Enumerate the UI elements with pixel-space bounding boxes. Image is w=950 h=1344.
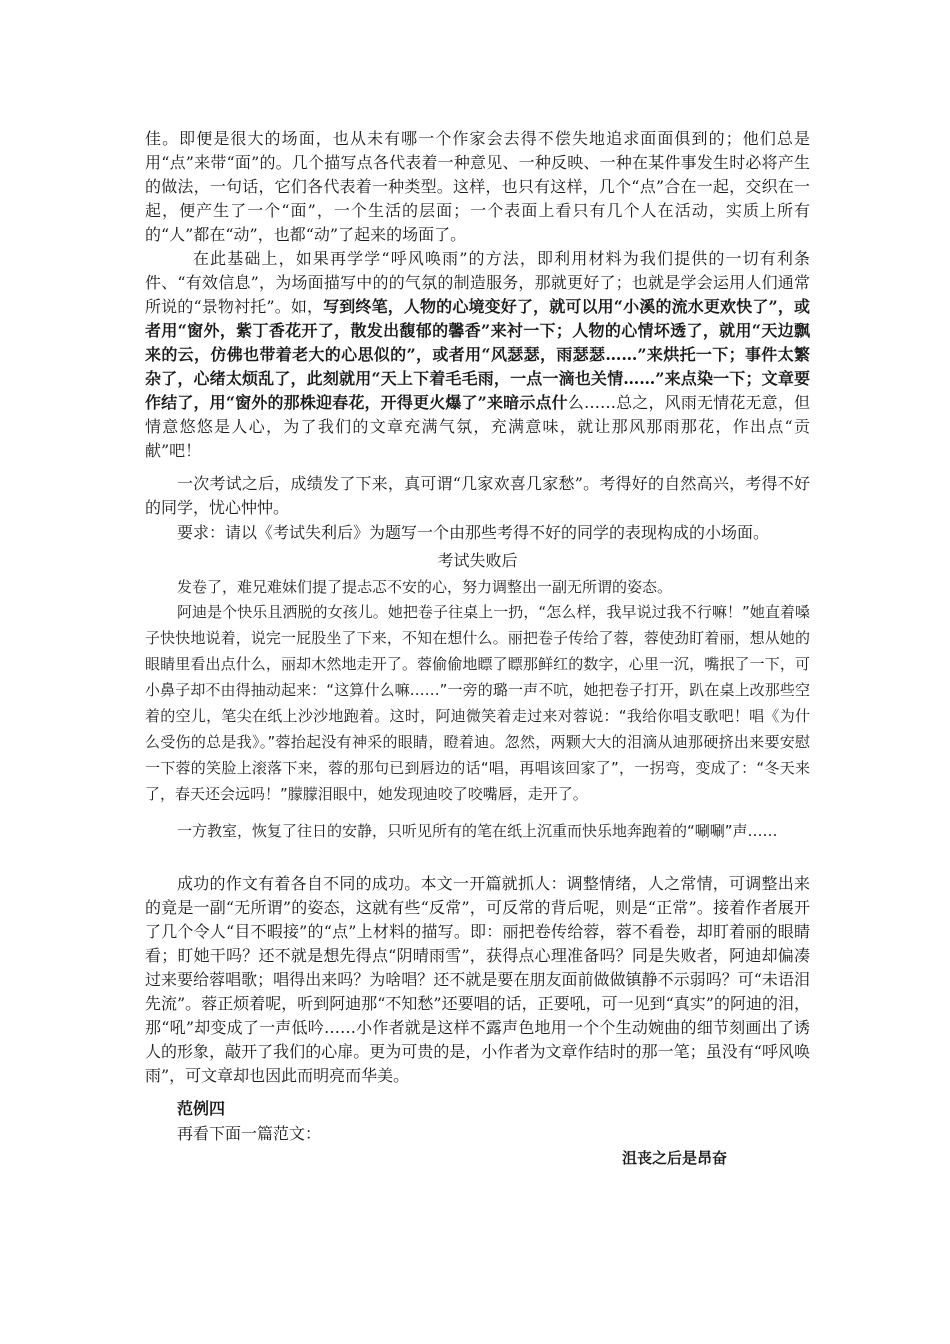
paragraph-requirement: 要求：请以《考试失利后》为题写一个由那些考得不好的同学的表现构成的小场面。	[177, 523, 770, 542]
essay-paragraph-1: 发卷了，难兄难妹们提了提忐忑不安的心，努力调整出一副无所谓的姿态。	[177, 578, 673, 596]
paragraph-exam-intro: 一次考试之后，成绩发了下来，真可谓“几家欢喜几家愁”。考得好的自然高兴，考得不好的同学，忧心忡忡。	[145, 474, 810, 517]
essay-paragraph-2: 阿迪是个快乐且洒脱的女孩儿。她把卷子往桌上一扔，“怎么样，我早说过我不行嘛！”她直着嗓子快快地说着，说完一屁股坐了下来，不知在想什么。丽把卷子传给了蓉，蓉使劲盯着丽，想从她的眼睛里看出点什么，丽却木然地走开了。蓉偷偷地瞟了瞟那鲜红的数字，心里一沉，嘴抿了一下，可小鼻子却不由得抽动起来：“这算什么嘛……”一旁的璐一声不吭，她把卷子打开，趴在桌上改那些空着的空儿，笔尖在纸上沙沙地跑着。这时，阿迪微笑着走过来对蓉说：“我给你唱支歌吧！唱《为什么受伤的总是我》。”蓉抬起没有神采的眼睛，瞪着迪。忽然，两颗大大的泪滴从迪那硬挤出来要安慰一下蓉的笑脸上滚落下来，蓉的那句已到唇边的话“唱，再唱该回家了”，一拐弯，变成了：“冬天来了，春天还会远吗！”朦朦泪眼中，她发现迪咬了咬嘴唇，走开了。	[145, 603, 810, 803]
paragraph-weather-technique	[145, 247, 810, 463]
essay-paragraph-3: 一方教室，恢复了往日的安静，只听见所有的笔在纸上沉重而快乐地奔跑着的“唰唰”声……	[177, 822, 778, 840]
paragraph-weather-post: 么……总之，风雨无情花无意，但情意悠悠是人心，为了我们的文章充满气氛，充满意味，就让那风那雨那花，作出点“贡献”吧！	[145, 393, 810, 460]
example-label: 范例四	[177, 1099, 226, 1118]
paragraph-next-example: 再看下面一篇范文：	[177, 1124, 322, 1143]
essay-title: 考试失败后	[437, 551, 518, 570]
next-essay-title: 沮丧之后是昂奋	[622, 1149, 728, 1167]
paragraph-scene-technique: 佳。即便是很大的场面，也从未有哪一个作家会去得不偿失地追求面面俱到的；他们总是用“点”来带“面”的。几个描写点各代表着一种意见、一种反映、一种在某件事发生时必将产生的做法，一句话，它们各代表着一种类型。这样，也只有这样，几个“点”合在一起，交织在一起，便产生了一个“面”，一个生活的层面；一个表面上看只有几个人在活动，实质上所有的“人”都在“动”，也都“动”了起来的场面了。	[145, 129, 810, 244]
paragraph-weather-bold: 写到终笔，人物的心境变好了，就可以用“小溪的流水更欢快了”，或者用“窗外，紫丁香花开了，散发出馥郁的馨香”来衬一下；人物的心情坏透了，就用“天边飘来的云，仿佛也带着老大的心思似的”，或者用“风瑟瑟，雨瑟瑟……”来烘托一下；事件太繁杂了，心绪太烦乱了，此刻就用“天上下着毛毛雨，一点一滴也关情……”来点染一下；文章要作结了，用“窗外的那株迎春花，开得更火爆了”来暗示点什	[145, 297, 810, 412]
paragraph-weather-pre: 在此基础上，如果再学学“呼风唤雨”的方法，即利用材料为我们提供的一切有利条件、“有效信息”，为场面描写中的的气氛的制造服务，那就更好了；也就是学会运用人们通常所说的“景物衬托”。如，	[145, 249, 810, 316]
paragraph-commentary: 成功的作文有着各自不同的成功。本文一开篇就抓人：调整情绪，人之常情，可调整出来的竟是一副“无所谓”的姿态，这就有些“反常”，可反常的背后呢，则是“正常”。接着作者展开了几个令人“目不暇接”的“点”上材料的描写。即：丽把卷传给蓉，蓉不看卷，却盯着丽的眼睛看；盯她干吗？还不就是想先得点“阴晴雨雪”，获得点心理准备吗？同是失败者，阿迪却偏凑过来要给蓉唱歌；唱得出来吗？为啥唱？还不就是要在朋友面前做做镇静不示弱吗？可“未语泪先流”。蓉正烦着呢，听到阿迪那“不知愁”还要唱的话，正要吼，可一见到“真实”的阿迪的泪，那“吼”却变成了一声低吟……小作者就是这样不露声色地用一个个生动婉曲的细节刻画出了诱人的形象，敲开了我们的心扉。更为可贵的是，小作者为文章作结时的那一笔；虽没有“呼风唤雨”，可文章却也因此而明亮而华美。	[145, 874, 810, 1085]
